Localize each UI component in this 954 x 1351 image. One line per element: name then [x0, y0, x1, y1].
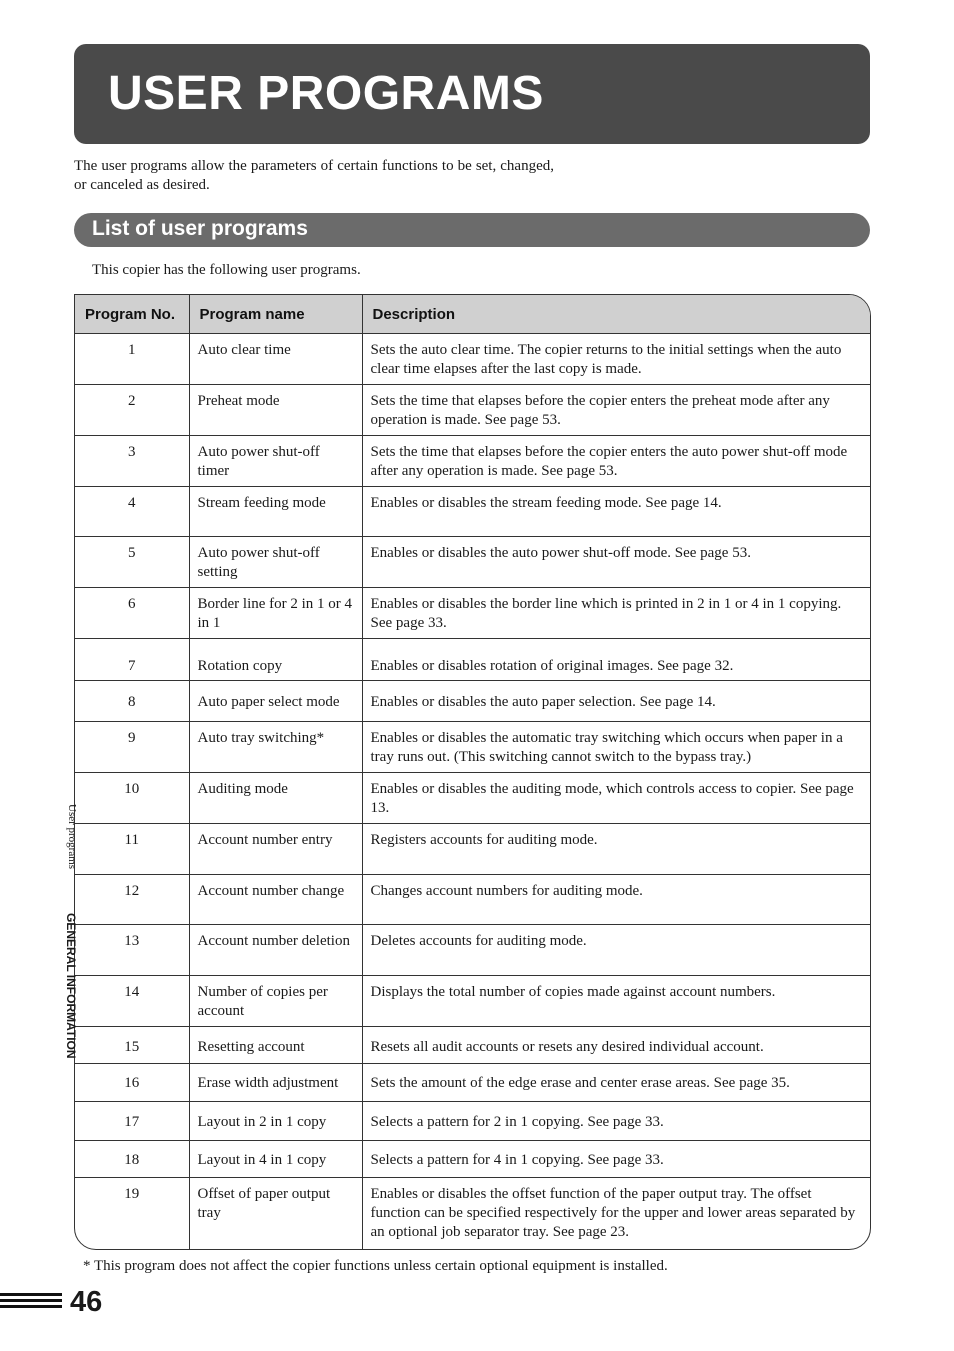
- description-cell: Enables or disables the auditing mode, which controls access to copier. See page 13.: [362, 773, 870, 824]
- intro-paragraph: The user programs allow the parameters of certain functions to be set, changed, or canceled as desired.: [74, 158, 554, 193]
- description-cell: Sets the time that elapses before the copier enters the auto power shut-off mode after any operation is made. See page 53.: [362, 436, 870, 487]
- section-header: [74, 213, 870, 247]
- description-cell: Resets all audit accounts or resets any desired individual account.: [362, 1027, 870, 1064]
- side-label-section: User programs: [66, 804, 78, 870]
- program-name-cell: Layout in 2 in 1 copy: [189, 1102, 362, 1141]
- section-title: List of user programs: [92, 217, 308, 240]
- program-name-cell: Rotation copy: [189, 639, 362, 681]
- header-program-name: Program name: [189, 295, 362, 334]
- description-cell: Enables or disables the automatic tray switching which occurs when paper in a tray runs out. (This switching cannot switch to the bypass tray.): [362, 722, 870, 773]
- table-row: [75, 537, 870, 588]
- program-name-cell: Account number change: [189, 875, 362, 925]
- description-cell: Selects a pattern for 4 in 1 copying. See page 33.: [362, 1141, 870, 1178]
- table-header-row: [75, 295, 870, 334]
- page-marker-lines: [0, 1293, 62, 1311]
- program-name-cell: Auto paper select mode: [189, 681, 362, 722]
- table-row: [75, 824, 870, 875]
- user-programs-table: [74, 294, 871, 1250]
- page-number: 46: [70, 1286, 103, 1318]
- program-number-cell: 7: [75, 639, 189, 681]
- description-cell: Registers accounts for auditing mode.: [362, 824, 870, 875]
- description-cell: Enables or disables the offset function of the paper output tray. The offset function can be specified respectively for the upper and lower areas separated by an optional job separator tray. See page 23.: [362, 1178, 870, 1249]
- program-number-cell: 3: [75, 436, 189, 487]
- program-name-cell: Preheat mode: [189, 385, 362, 436]
- description-cell: Deletes accounts for auditing mode.: [362, 925, 870, 976]
- header-description: Description: [362, 295, 870, 334]
- program-number-cell: 10: [75, 773, 189, 824]
- table-row: [75, 487, 870, 537]
- program-number-cell: 4: [75, 487, 189, 537]
- table-row: [75, 1027, 870, 1064]
- description-cell: Changes account numbers for auditing mode.: [362, 875, 870, 925]
- table-row: [75, 639, 870, 681]
- program-number-cell: 9: [75, 722, 189, 773]
- program-number-cell: 18: [75, 1141, 189, 1178]
- page-title: USER PROGRAMS: [108, 67, 544, 120]
- program-number-cell: 12: [75, 875, 189, 925]
- program-number-cell: 11: [75, 824, 189, 875]
- table-row: [75, 436, 870, 487]
- program-name-cell: Erase width adjustment: [189, 1064, 362, 1102]
- table-row: [75, 1178, 870, 1249]
- description-cell: Sets the auto clear time. The copier returns to the initial settings when the auto clear time elapses after the last copy is made.: [362, 334, 870, 385]
- side-label: [26, 780, 78, 1100]
- program-name-cell: Layout in 4 in 1 copy: [189, 1141, 362, 1178]
- program-number-cell: 14: [75, 976, 189, 1027]
- program-number-cell: 17: [75, 1102, 189, 1141]
- table-row: [75, 976, 870, 1027]
- program-number-cell: 19: [75, 1178, 189, 1249]
- program-name-cell: Border line for 2 in 1 or 4 in 1: [189, 588, 362, 639]
- table-row: [75, 1064, 870, 1102]
- description-cell: Displays the total number of copies made against account numbers.: [362, 976, 870, 1027]
- table-row: [75, 385, 870, 436]
- description-cell: Enables or disables the stream feeding mode. See page 14.: [362, 487, 870, 537]
- title-banner: [74, 44, 870, 144]
- side-label-chapter: GENERAL INFORMATION: [64, 913, 78, 1059]
- table-row: [75, 1141, 870, 1178]
- table-row: [75, 588, 870, 639]
- table-row: [75, 334, 870, 385]
- program-number-cell: 13: [75, 925, 189, 976]
- program-name-cell: Account number entry: [189, 824, 362, 875]
- table-row: [75, 925, 870, 976]
- table-row: [75, 773, 870, 824]
- description-cell: Enables or disables the auto power shut-off mode. See page 53.: [362, 537, 870, 588]
- program-name-cell: Auto tray switching*: [189, 722, 362, 773]
- program-number-cell: 6: [75, 588, 189, 639]
- table-row: [75, 681, 870, 722]
- header-program-no: Program No.: [75, 295, 189, 334]
- description-cell: Sets the time that elapses before the copier enters the preheat mode after any operation is made. See page 53.: [362, 385, 870, 436]
- program-number-cell: 2: [75, 385, 189, 436]
- program-number-cell: 8: [75, 681, 189, 722]
- program-name-cell: Auto power shut-off timer: [189, 436, 362, 487]
- program-number-cell: 1: [128, 342, 136, 358]
- program-name-cell: Auto power shut-off setting: [189, 537, 362, 588]
- footnote: * This program does not affect the copier functions unless certain optional equipment is installed.: [83, 1258, 668, 1274]
- description-cell: Selects a pattern for 2 in 1 copying. See page 33.: [362, 1102, 870, 1141]
- table-row: [75, 875, 870, 925]
- program-name-cell: Account number deletion: [189, 925, 362, 976]
- program-number-cell: 5: [75, 537, 189, 588]
- program-name-cell: Auditing mode: [189, 773, 362, 824]
- program-name-cell: Number of copies per account: [189, 976, 362, 1027]
- program-name-cell: Stream feeding mode: [189, 487, 362, 537]
- program-number-cell: 15: [75, 1027, 189, 1064]
- program-name-cell: Resetting account: [189, 1027, 362, 1064]
- program-name-cell: Offset of paper output tray: [189, 1178, 362, 1249]
- program-number-cell: 16: [75, 1064, 189, 1102]
- program-name-cell: Auto clear time: [189, 334, 362, 385]
- lead-text: This copier has the following user programs.: [92, 262, 361, 278]
- table-row: [75, 722, 870, 773]
- description-cell: Enables or disables the border line which is printed in 2 in 1 or 4 in 1 copying. See page 33.: [362, 588, 870, 639]
- description-cell: Sets the amount of the edge erase and center erase areas. See page 35.: [362, 1064, 870, 1102]
- description-cell: Enables or disables the auto paper selection. See page 14.: [362, 681, 870, 722]
- table-row: [75, 1102, 870, 1141]
- description-cell: Enables or disables rotation of original images. See page 32.: [362, 639, 870, 681]
